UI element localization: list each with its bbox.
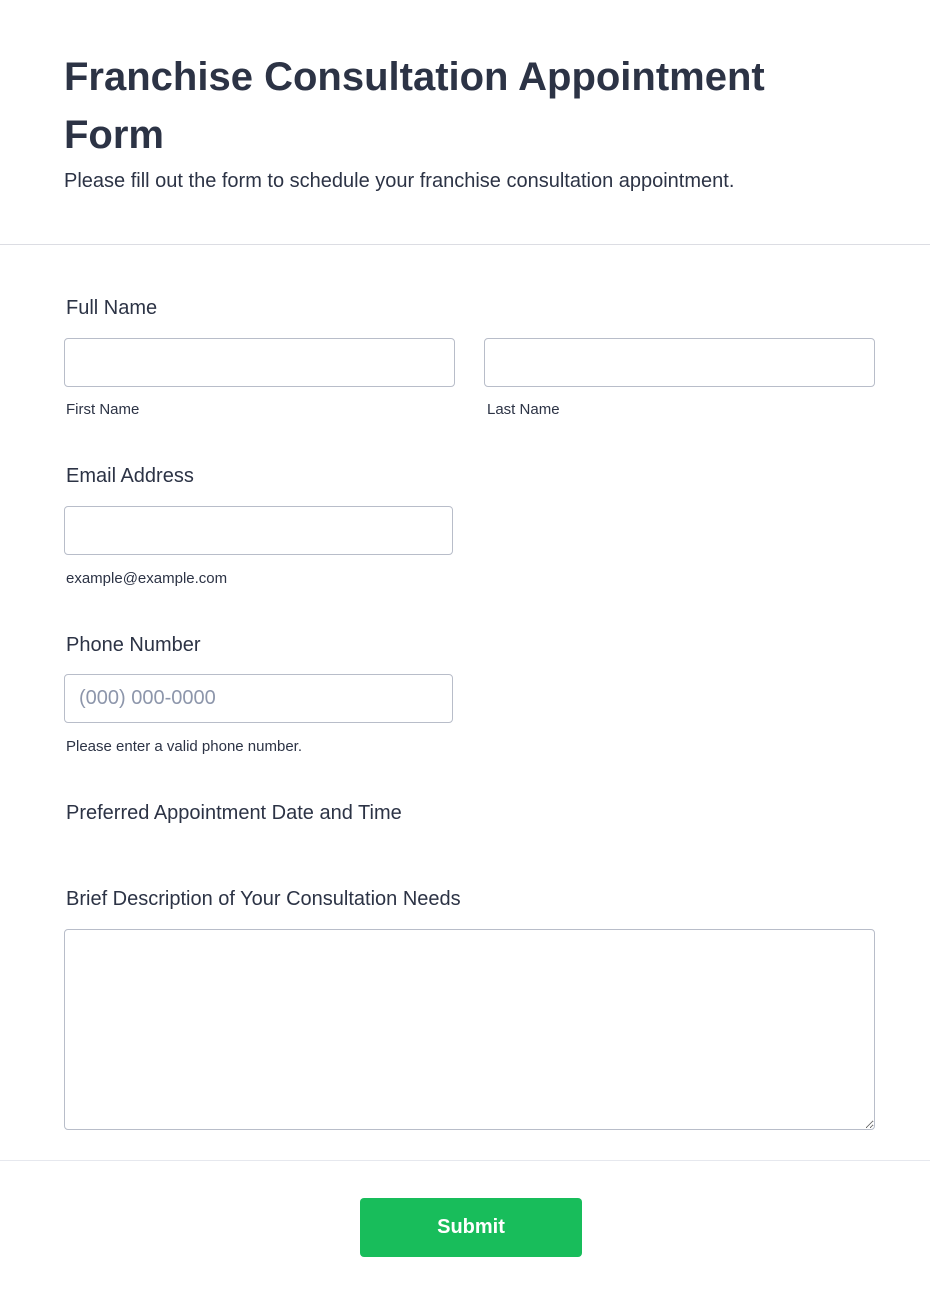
last-name-input[interactable] — [484, 338, 875, 387]
page-title: Franchise Consultation Appointment Form — [64, 55, 765, 157]
full-name-label: Full Name — [66, 297, 158, 319]
first-name-input[interactable] — [64, 338, 455, 387]
phone-label: Phone Number — [66, 634, 201, 656]
form-header — [0, 0, 930, 245]
page-subtitle: Please fill out the form to schedule your franchise consultation appointment. — [64, 170, 735, 192]
submit-button[interactable]: Submit — [360, 1198, 582, 1257]
description-label: Brief Description of Your Consultation Needs — [66, 888, 461, 910]
email-sublabel: example@example.com — [66, 570, 228, 587]
first-name-sublabel: First Name — [66, 401, 140, 418]
email-label: Email Address — [66, 465, 194, 487]
appointment-label: Preferred Appointment Date and Time — [66, 802, 402, 824]
description-textarea[interactable] — [64, 929, 875, 1130]
phone-input[interactable] — [64, 674, 453, 723]
last-name-sublabel: Last Name — [487, 401, 560, 418]
footer-divider — [0, 1160, 930, 1161]
phone-sublabel: Please enter a valid phone number. — [66, 738, 302, 755]
email-input[interactable] — [64, 506, 453, 555]
